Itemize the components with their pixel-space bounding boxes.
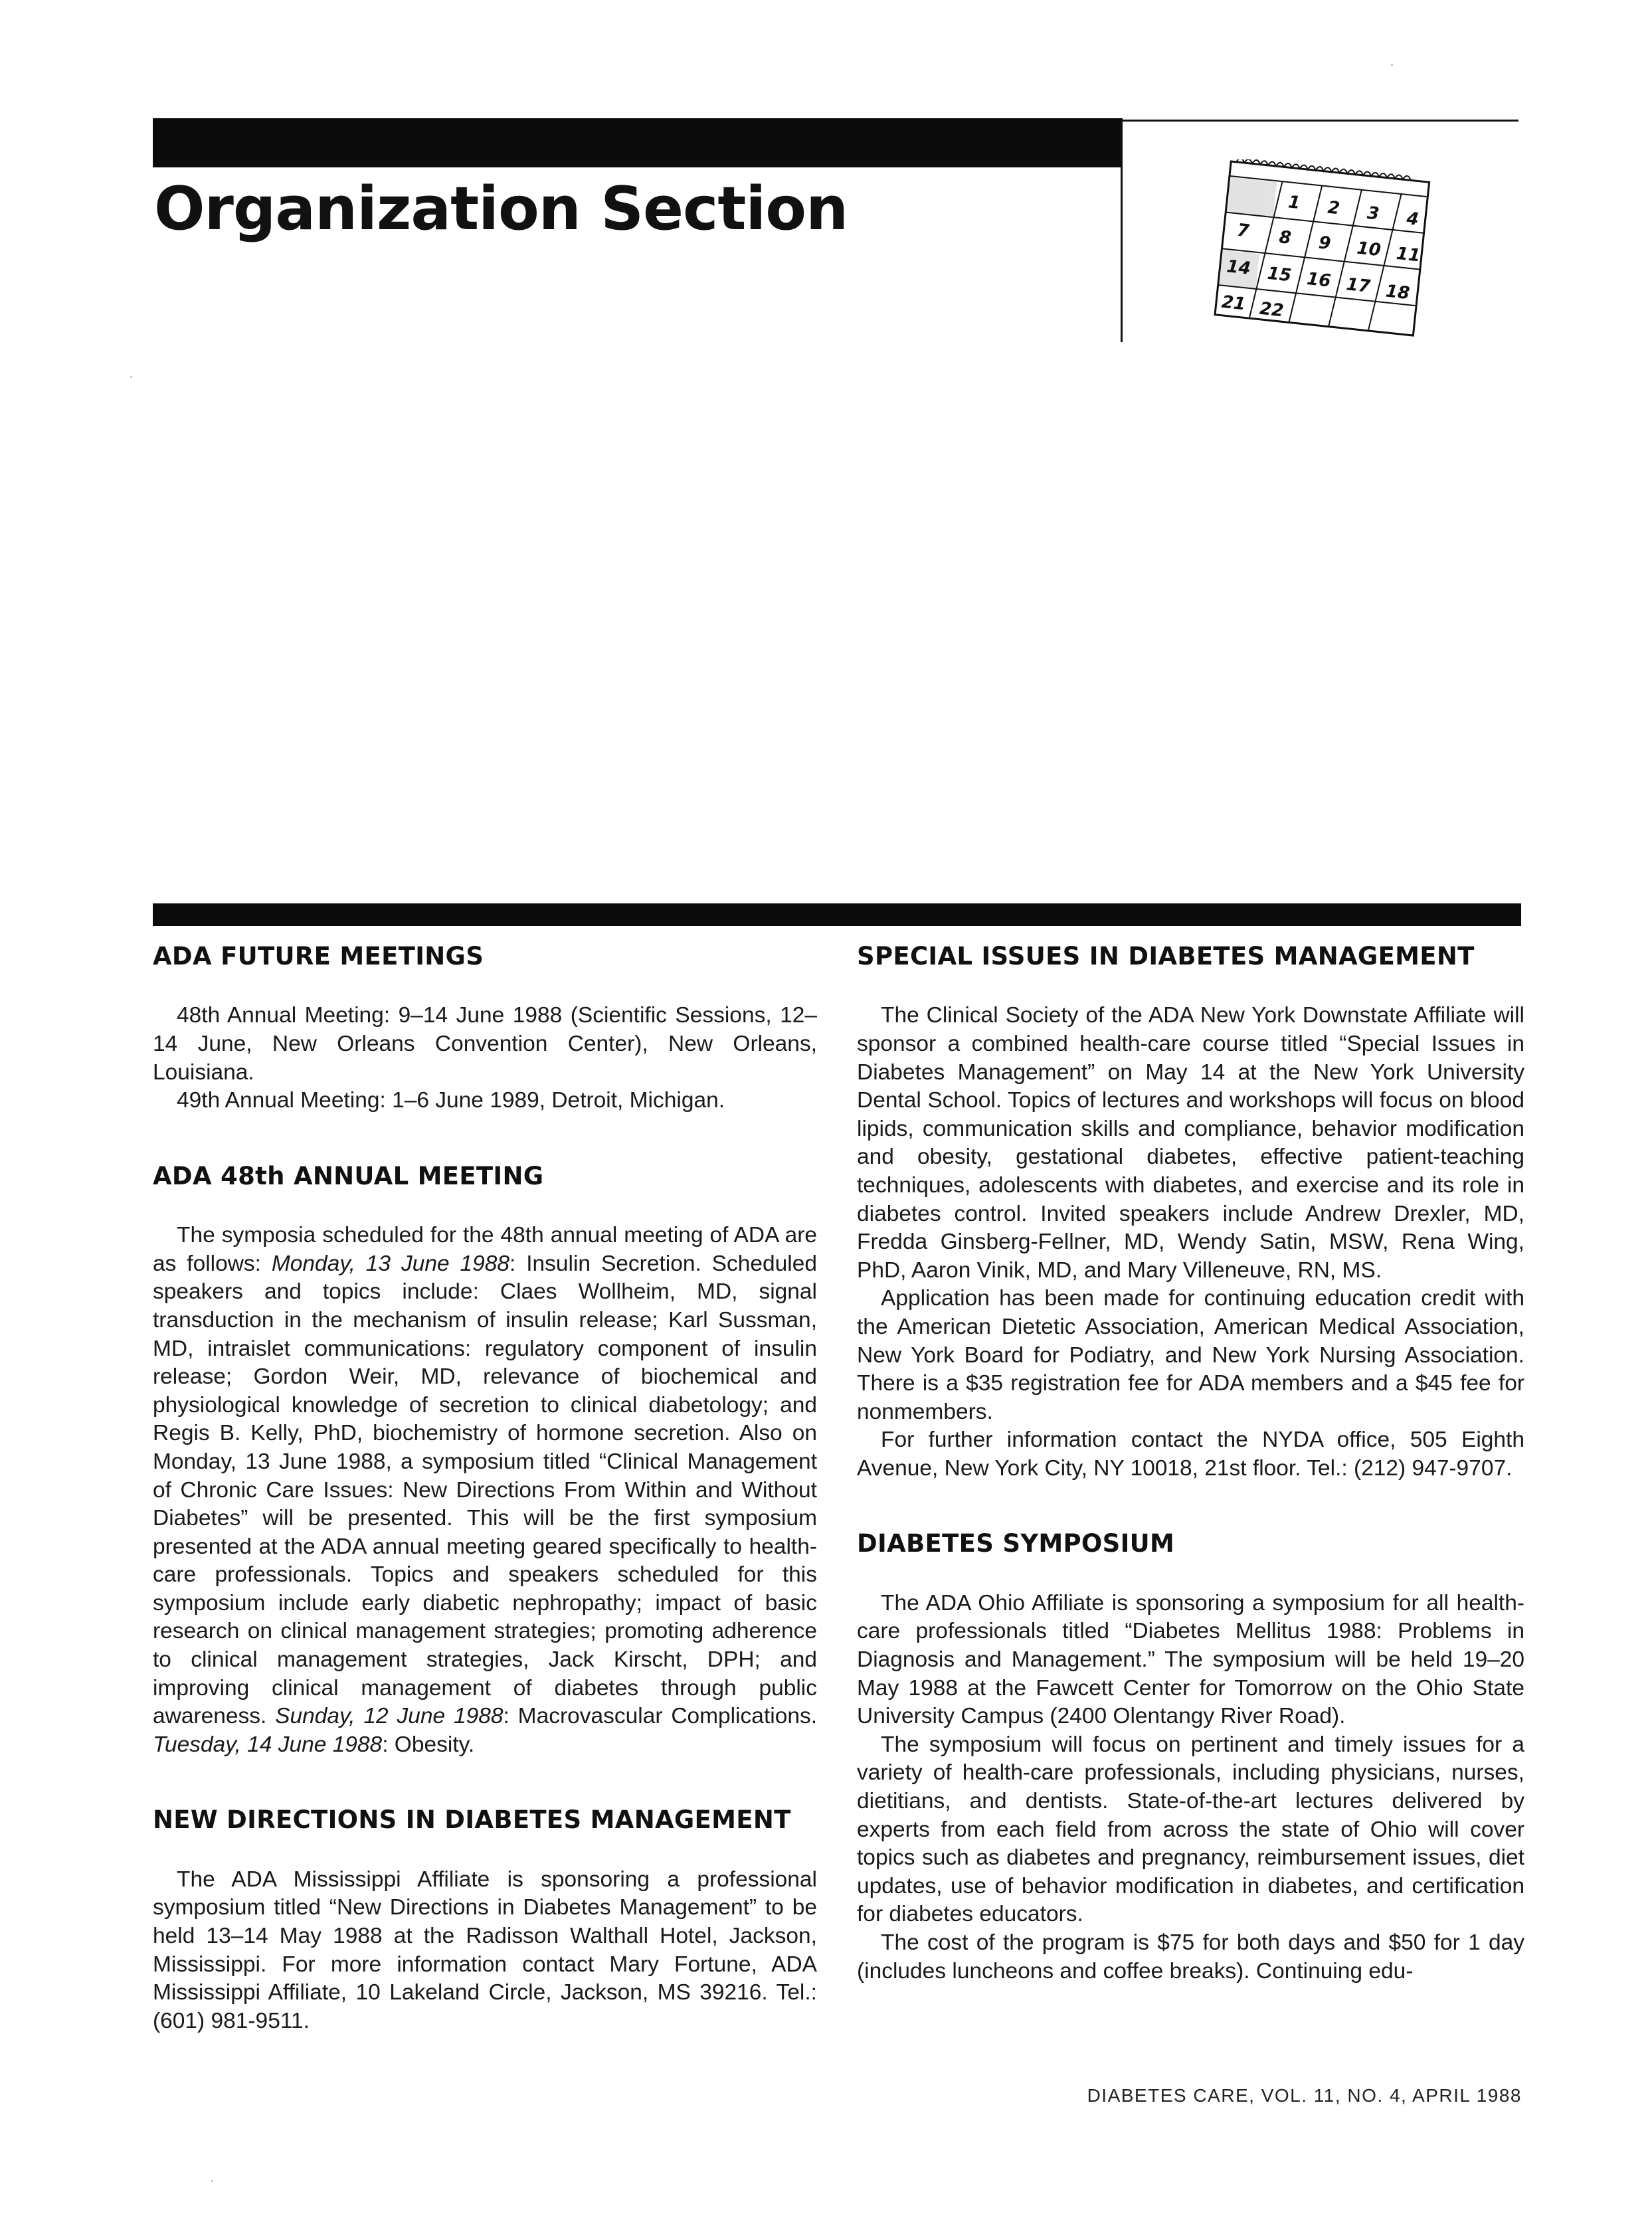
section-divider-bar	[153, 903, 1521, 926]
article-annual-meeting	[153, 1162, 817, 1760]
article-paragraph: The ADA Ohio Affiliate is sponsoring a symposium for all health-care professionals titled “Diabetes Mellitus 1988: Problems in Diagnosis and Management.” The symposium will be held 19–20 May 1988 at the Fawcett Center for Tomorrow on the Ohio State University Campus (2400 Olentangy River Road).	[857, 1590, 1524, 1729]
calendar-day: 2	[1327, 197, 1341, 219]
article-symposium	[857, 1529, 1524, 1985]
article-heading: ADA 48th ANNUAL MEETING	[153, 1161, 544, 1190]
calendar-day: 17	[1345, 274, 1372, 297]
article-paragraph: The Clinical Society of the ADA New York Downstate Affiliate will sponsor a combined health-care course titled “Special Issues in Diabetes Management” on May 14 at the New York University Dental School. Topics of lectures and workshops will focus on blood lipids, communication skills and compliance, behavior modification and obesity, gestational diabetes, effective patient-teaching techniques, adolescents with diabetes, and exercise and its role in diabetes control. Invited speakers include Andrew Drexler, MD, Fredda Ginsberg-Fellner, MD, Wendy Satin, MSW, Rena Wing, PhD, Aaron Vinik, MD, and Mary Villeneuve, RN, MS.	[857, 1003, 1524, 1283]
header-rule	[1123, 120, 1518, 122]
calendar-day: 1	[1287, 192, 1301, 214]
article-paragraph	[153, 1222, 817, 1759]
text-run: : Insulin Secretion. Scheduled speakers and topics include: Claes Wollheim, MD, signal transduction in the mechanism of insulin release; Karl Sussman, MD, intraislet communications: regulatory component of insulin release; Gordon Weir, MD, relevance of biochemical and physiological knowledge of secretion to clinical diabetology; and Regis B. Kelly, PhD, biochemistry of hormone secretion. Also on Monday, 13 June 1988, a symposium titled “Clinical Management of Chronic Care Issues: New Directions From Within and Without Diabetes” will be presented. This will be the first symposium presented at the ADA annual meeting geared specifically to health-care professionals. Topics and speakers scheduled for this symposium include early diabetic nephropathy; impact of basic research on clinical management strategies; promoting adherence to clinical management strategies, Jack Kirscht, DPH; and improving clinical management of diabetes through public awareness.	[153, 1251, 817, 1729]
header-black-bar	[153, 118, 1123, 167]
calendar-day: 14	[1226, 256, 1252, 279]
article-paragraph: For further information contact the NYDA office, 505 Eighth Avenue, New York City, NY 10018, 21st floor. Tel.: (212) 947-9707.	[857, 1428, 1524, 1481]
text-run: The symposia scheduled for the 48th annual meeting of ADA are as follows:	[153, 1223, 817, 1276]
article-new-directions	[153, 1805, 817, 2035]
calendar-day: 3	[1366, 203, 1380, 225]
calendar-day: 16	[1305, 268, 1332, 292]
calendar-day: 4	[1406, 209, 1420, 230]
calendar-day: 18	[1384, 281, 1411, 304]
article-heading: NEW DIRECTIONS IN DIABETES MANAGEMENT	[153, 1805, 791, 1835]
journal-citation: DIABETES CARE, VOL. 11, NO. 4, APRIL 1988	[1087, 2085, 1522, 2106]
scan-speck	[1391, 64, 1393, 66]
scan-speck	[130, 376, 132, 378]
article-paragraph: 49th Annual Meeting: 1–6 June 1989, Detroit, Michigan.	[177, 1088, 725, 1113]
article-paragraph: The ADA Mississippi Affiliate is sponsoring a professional symposium titled “New Directions in Diabetes Management” to be held 13–14 May 1988 at the Radisson Walthall Hotel, Jackson, Mississippi. For more information contact Mary Fortune, ADA Mississippi Affiliate, 10 Lakeland Circle, Jackson, MS 39216. Tel.: (601) 981-9511.	[153, 1867, 817, 2033]
article-paragraph: The cost of the program is $75 for both days and $50 for 1 day (includes luncheons and coffee breaks). Continuing edu-	[857, 1930, 1524, 1983]
article-paragraph: The symposium will focus on pertinent and timely issues for a variety of health-care professionals, including physicians, nurses, dietitians, and dentists. State-of-the-art lectures delivered by experts from each field from across the state of Ohio will cover topics such as diabetes and pregnancy, reimbursement issues, diet updates, use of behavior modification in diabetes, and certification for diabetes educators.	[857, 1732, 1524, 1927]
calendar-icon	[1209, 159, 1435, 342]
article-special-issues	[857, 942, 1524, 1483]
date-emphasis: Sunday, 12 June 1988	[275, 1704, 504, 1729]
date-emphasis: Monday, 13 June 1988	[271, 1251, 510, 1276]
article-heading: SPECIAL ISSUES IN DIABETES MANAGEMENT	[857, 942, 1475, 970]
calendar-day: 22	[1258, 298, 1285, 322]
calendar-day: 21	[1220, 292, 1247, 315]
article-paragraph: 48th Annual Meeting: 9–14 June 1988 (Scientific Sessions, 12–14 June, New Orleans Convention Center), New Orleans, Louisiana.	[153, 1003, 817, 1085]
article-heading: ADA FUTURE MEETINGS	[153, 942, 484, 970]
right-column	[857, 942, 1524, 2032]
left-column	[153, 942, 817, 2082]
calendar-day: 8	[1278, 227, 1293, 248]
text-run: : Macrovascular Complications.	[503, 1704, 818, 1729]
article-future-meetings	[153, 942, 817, 1115]
article-heading: DIABETES SYMPOSIUM	[857, 1529, 1175, 1558]
calendar-day: 7	[1236, 220, 1251, 242]
text-run: : Obesity.	[382, 1732, 475, 1757]
page-title: Organization Section	[154, 174, 848, 244]
calendar-day: 10	[1356, 238, 1382, 261]
calendar-day: 11	[1395, 243, 1422, 266]
date-emphasis: Tuesday, 14 June 1988	[153, 1732, 383, 1757]
scan-speck	[211, 2180, 213, 2182]
article-paragraph: Application has been made for continuing education credit with the American Dietetic Association, American Medical Association, New York Board for Podiatry, and New York Nursing Association. There is a $35 registration fee for ADA members and a $45 fee for nonmembers.	[857, 1286, 1524, 1424]
calendar-day: 15	[1266, 263, 1293, 286]
header-divider	[1121, 120, 1123, 342]
calendar-day: 9	[1317, 232, 1332, 254]
